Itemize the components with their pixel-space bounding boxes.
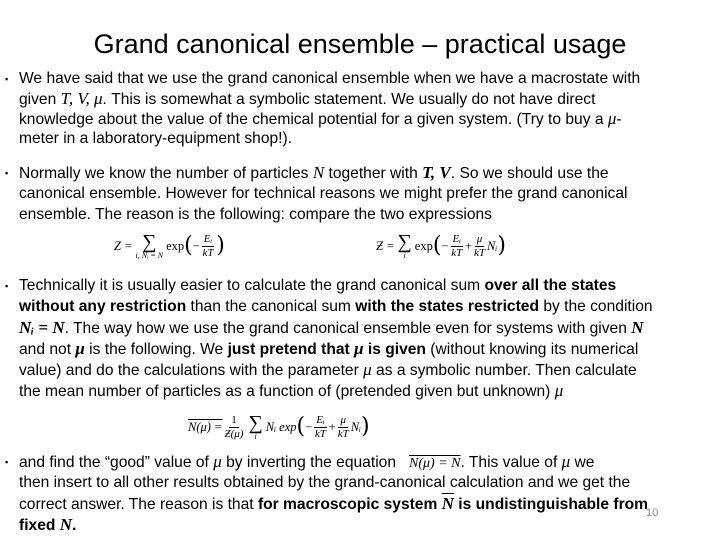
bullet-1: ▪ [5,74,9,84]
bullet-2: ▪ [5,168,9,178]
p1-line-2: given T, V, μ. This is somewhat a symbolic statement. We usually do not have direct [19,89,596,108]
p3-line-3: Nᵢ = N. The way how we use the grand canonical ensemble even for systems with given N [19,318,644,337]
canonical-sum-equation: Z = ∑ i, Nᵢ = N exp ( − $\frac{\text{Eᵢ}}{kT}$ ) [114,230,225,260]
p1-line-4: meter in a laboratory-equipment shop!). [19,130,293,147]
mean-particle-number-equation: N(μ) = $\frac{1}{Ƶ(\mu)}$ ∑ i Nᵢ exp ( − $\frac{\text{Eᵢ}}{kT}$ + $\frac{\mu}{kT}$ Nᵢ ) [188,411,370,441]
p3-line-5: value) and do the calculations with the parameter μ as a symbolic number. Then calculate [19,360,637,379]
page-number: 10 [646,507,659,519]
bullet-3: ▪ [5,281,9,291]
p3-line-4: and not μ is the following. We just pretend that μ is given (without knowing its numerical [19,339,639,358]
p4-line-2: then insert to all other results obtained by the grand-canonical calculation and we get the [19,474,631,491]
p2-line-2: canonical ensemble. However for technical reasons we might prefer the grand canonical [19,185,628,202]
p1-line-3: knowledge about the value of the chemical potential for a given system. (Try to buy a μ- [19,109,622,128]
grand-canonical-sum-equation: Ƶ = ∑ i exp ( − $\frac{\text{Eᵢ}}{kT}$ + $\frac{\mu}{kT}$ Nᵢ ) [376,230,506,260]
slide-title: Grand canonical ensemble – practical usage [93,29,627,59]
p3-line-1: Technically it is usually easier to calculate the grand canonical sum over all the states [19,277,617,294]
p4-line-1: and find the “good” value of μ by inverting the equation N(μ) = N. This value of μ we [19,452,595,471]
p2-line-3: ensemble. The reason is the following: compare the two expressions [19,206,492,223]
p3-line-2: without any restriction than the canonical sum with the states restricted by the condition [19,298,653,315]
p1-line-1: We have said that we use the grand canonical ensemble when we have a macrostate with [19,70,641,87]
p2-line-1: Normally we know the number of particles N together with T, V. So we should use the [19,163,609,182]
p4-line-3: correct answer. The reason is that for macroscopic system $\overline{N}$ is undistinguishable from [19,494,649,513]
bullet-4: ▪ [5,457,9,467]
inverse-equation: N(μ) = N [409,456,461,471]
p4-line-4: fixed N. [19,515,77,534]
p3-line-6: the mean number of particles as a function of (pretended given but unknown) μ [19,381,564,400]
